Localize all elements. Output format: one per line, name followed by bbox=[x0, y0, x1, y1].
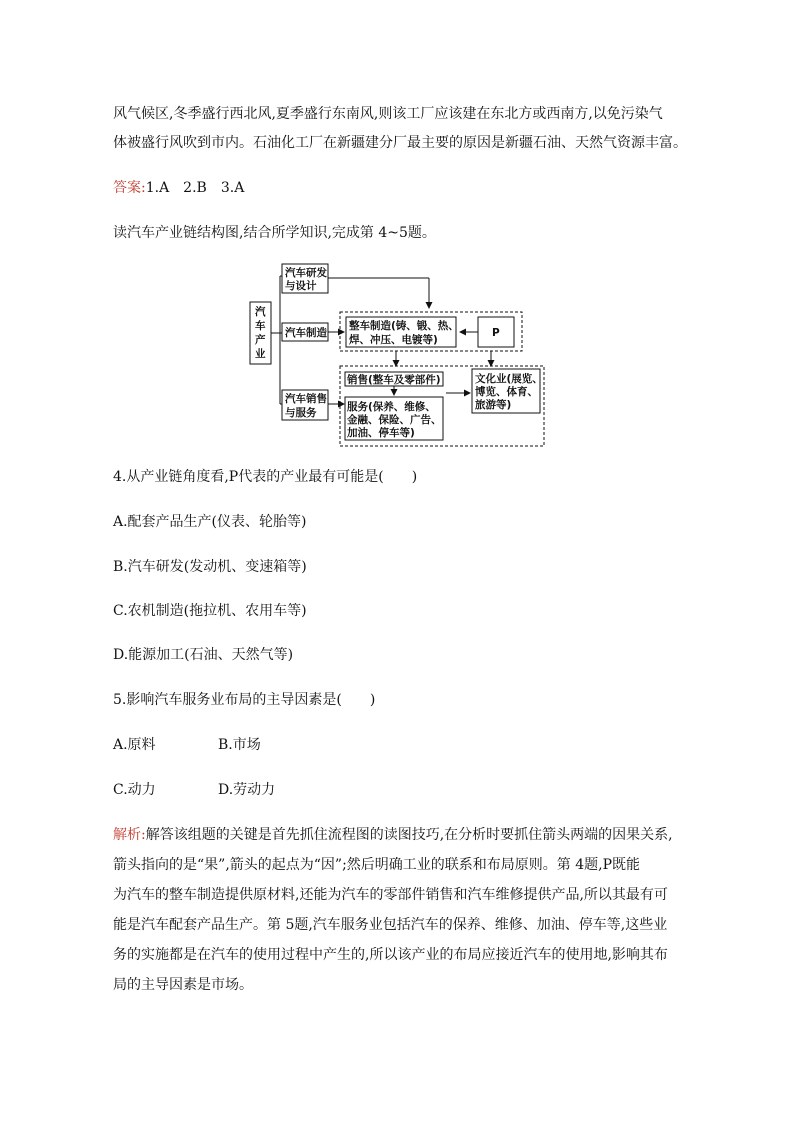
auto-industry-chain-diagram bbox=[246, 262, 548, 448]
sales-service-label-2: 与服务 bbox=[285, 407, 317, 419]
culture-label-3: 旅游等) bbox=[475, 399, 512, 411]
q4-stem: 4.从产业链角度看,P代表的产业最有可能是( ) bbox=[113, 469, 418, 485]
intro-line-1: 风气候区,冬季盛行西北风,夏季盛行东南风,则该工厂应该建在东北方或西南方,以免污染气 bbox=[113, 106, 663, 122]
analysis-text-1: 解答该组题的关键是首先抓住流程图的读图技巧,在分析时要抓住箭头两端的因果关系, bbox=[145, 827, 673, 843]
root-char-1: 汽 bbox=[255, 306, 266, 318]
manufacturing-label: 汽车制造 bbox=[285, 327, 327, 339]
root-char-2: 车 bbox=[255, 320, 266, 332]
analysis-line-1 bbox=[113, 825, 673, 845]
analysis-line-3: 为汽车的整车制造提供原材料,还能为汽车的零部件销售和汽车维修提供产品,所以其最有可 bbox=[113, 887, 668, 903]
analysis-line-6: 局的主导因素是市场。 bbox=[113, 977, 253, 993]
culture-label-1: 文化业(展览、 bbox=[475, 373, 543, 385]
q4-option-c: C.农机制造(拖拉机、农用车等) bbox=[113, 603, 307, 619]
answer-text: 1.A 2.B 3.A bbox=[145, 180, 245, 196]
vehicle-mfg-label-2: 焊、冲压、电镀等) bbox=[349, 334, 438, 346]
q4-option-d: D.能源加工(石油、天然气等) bbox=[113, 647, 294, 663]
sales-service-label-1: 汽车销售 bbox=[285, 393, 327, 405]
service-label-3: 加油、停车等) bbox=[347, 427, 415, 439]
vehicle-mfg-label-1: 整车制造(铸、锻、热、 bbox=[349, 320, 459, 332]
analysis-line-5: 务的实施都是在汽车的使用过程中产生的,所以该产业的布局应接近汽车的使用地,影响其布 bbox=[113, 947, 668, 963]
intro-line-2: 体被盛行风吹到市内。石油化工厂在新疆建分厂最主要的原因是新疆石油、天然气资源丰富。 bbox=[113, 135, 687, 151]
root-char-4: 业 bbox=[255, 348, 266, 360]
answer-label: 答案: bbox=[113, 180, 146, 196]
analysis-line-4: 能是汽车配套产品生产。第 5题,汽车服务业包括汽车的保养、维修、加油、停车等,这些业 bbox=[113, 917, 668, 933]
question-intro: 读汽车产业链结构图,结合所学知识,完成第 4~5题。 bbox=[113, 225, 436, 241]
service-label-2: 金融、保险、广告、 bbox=[347, 414, 442, 426]
analysis-line-2: 箭头指向的是“果”,箭头的起点为“因”;然后明确工业的联系和布局原则。第 4题,P既能 bbox=[113, 857, 641, 873]
q5-option-d: D.劳动力 bbox=[218, 782, 276, 798]
answer-line bbox=[113, 178, 244, 198]
analysis-label: 解析: bbox=[113, 827, 146, 843]
q5-option-c: C.动力 bbox=[113, 782, 156, 798]
q4-option-b: B.汽车研发(发动机、变速箱等) bbox=[113, 559, 307, 575]
rd-label-2: 与设计 bbox=[285, 280, 317, 292]
service-label-1: 服务(保养、维修、 bbox=[347, 401, 436, 413]
p-label: P bbox=[492, 327, 500, 339]
q5-option-a: A.原料 bbox=[113, 737, 156, 753]
culture-label-2: 博览、体育、 bbox=[475, 386, 538, 398]
root-char-3: 产 bbox=[255, 334, 266, 346]
sales-label: 销售(整车及零部件) bbox=[347, 374, 441, 386]
rd-label-1: 汽车研发 bbox=[285, 267, 327, 279]
q5-option-b: B.市场 bbox=[218, 737, 261, 753]
q4-option-a: A.配套产品生产(仪表、轮胎等) bbox=[113, 514, 307, 530]
q5-stem: 5.影响汽车服务业布局的主导因素是( ) bbox=[113, 692, 376, 708]
